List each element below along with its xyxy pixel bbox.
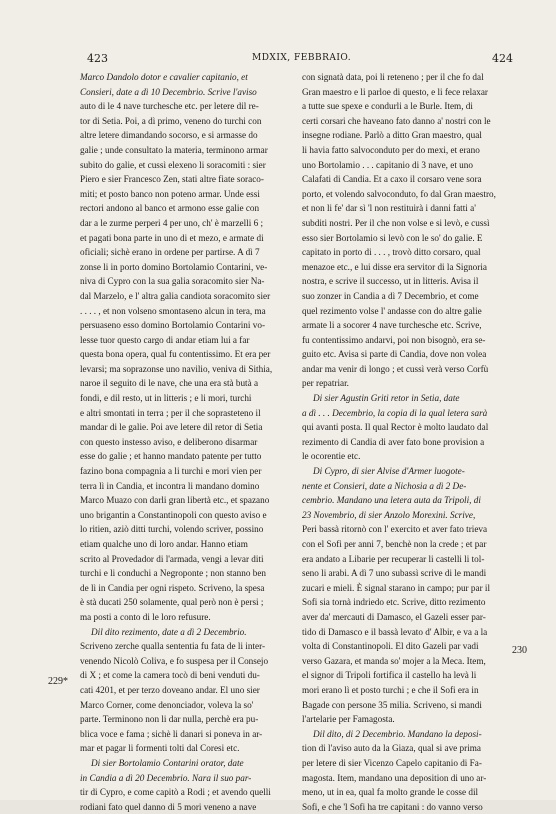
text-line: certi corsari che haveano fato danno a' nostri con le bbox=[302, 115, 491, 126]
text-line: insegne rodiane. Parlò a ditto Gran maestro, qual bbox=[302, 130, 482, 141]
right-text-column bbox=[302, 70, 502, 814]
text-line: ma posti a conto di le loro refusure. bbox=[80, 611, 211, 622]
text-line: mandar di le galie. Poi ave letere dil retor di Setia bbox=[80, 422, 263, 433]
text-line: suo zonzer in Candia a dì 7 Decembrio, et come bbox=[302, 290, 479, 301]
text-line: rezimento di Candia di aver fato bone provision a bbox=[302, 436, 485, 447]
text-line: rodiani fato quel danno di 5 mori veneno a nave bbox=[80, 801, 257, 812]
text-line: meno, ut in ea, qual fa molto grande le cosse dil bbox=[302, 787, 479, 798]
text-line: capitato in porto di . . . , trovò ditto corsaro, qual bbox=[302, 247, 481, 258]
text-line: nente et Consieri, date a Nichosia a dì 2 De- bbox=[302, 480, 467, 491]
text-line: dar a le zurme perperi 4 per uno, ch' è marzelli 6 ; bbox=[80, 217, 264, 228]
text-line: etiam qualche uno di loro andar. Hanno etiam bbox=[80, 539, 248, 549]
text-line: altre letere dimandando socorso, e si armasse do bbox=[80, 130, 258, 141]
text-line: Consieri, date a dì 10 Decembrio. Scrive l'aviso bbox=[80, 86, 257, 97]
text-line: Piero e sier Francesco Zen, stati altre fiate soraco- bbox=[80, 174, 264, 185]
text-line: mar et pagar li formenti tolti dal Coresi etc. bbox=[80, 743, 240, 754]
text-line: l'artelarie per Famagosta. bbox=[302, 714, 395, 725]
text-line: Marco Corner, come denonciador, voleva la so' bbox=[80, 699, 254, 710]
text-line: a dì . . . Decembrio, la copia di la qual letera sarà bbox=[302, 407, 488, 418]
text-line: lesse tuor questo cargo di andar etiam lui a far bbox=[80, 334, 250, 345]
text-line: fondi, e dil resto, ut in litteris ; e li mori, turchi bbox=[80, 393, 252, 404]
text-line: è stà ducati 250 solamente, qual però non è persi ; bbox=[80, 597, 264, 608]
text-line: parte. Terminono non li dar nulla, perchè era pu- bbox=[80, 714, 259, 725]
left-text-column bbox=[80, 70, 295, 814]
text-line: guito etc. Avisa si parte di Candia, dove non volea bbox=[302, 349, 487, 360]
text-line: di X ; et come la camera tocò di beni venduti du- bbox=[80, 670, 260, 681]
text-line: 23 Novembrio, di sier Anzolo Morexini. Scrive, bbox=[302, 509, 476, 520]
text-line: per letere di sier Vicenzo Capelo capitanio di Fa- bbox=[302, 757, 482, 768]
text-line: tir di Cypro, e come capitò a Rodi ; et avendo quelli bbox=[80, 787, 271, 798]
text-line: con questo instesso aviso, e deliberono disarmar bbox=[80, 436, 258, 447]
margin-note-right: 230 bbox=[512, 645, 527, 656]
running-head: MDXIX, FEBBRAIO. bbox=[252, 53, 352, 63]
text-line: scrito al Provedador di l'armada, vengi a levar diti bbox=[80, 553, 264, 564]
text-line: subito do galie, et cussì elexeno li soracomiti : sier bbox=[80, 159, 266, 170]
text-line: cembrio. Mandano una letera auta da Tripoli, di bbox=[302, 495, 481, 506]
text-line: Marco Dandolo dotor e cavalier capitanio, et bbox=[80, 72, 248, 82]
text-line: blica voce e fama ; sichè li danari si poneva in ar- bbox=[80, 728, 263, 739]
text-line: con el Sofi per anni 7, benchè non la crede ; et par bbox=[302, 539, 487, 549]
text-line: dal Marzelo, e l' altra galia candiota soracomito sier bbox=[80, 290, 271, 301]
text-line: per repatriar. bbox=[302, 378, 349, 389]
text-line: andar ma venir di longo ; et cussì verà verso Corfù bbox=[302, 363, 489, 374]
text-line: Calafati di Candia. Et a caxo il corsaro vene sora bbox=[302, 174, 482, 185]
text-line: persuaseno esso domino Bortolamio Contarini vo- bbox=[80, 320, 266, 331]
text-line: de lì in Candia per ogni rispeto. Scriveno, la spesa bbox=[80, 582, 265, 593]
page-number-right: 424 bbox=[492, 52, 513, 65]
text-line: rectori andono al banco et armono esse galie con bbox=[80, 203, 260, 214]
text-line: miti; et posto banco non poteno armar. Unde essi bbox=[80, 188, 260, 199]
text-line: fu contentissimo andarvi, poi non bisognò, era se- bbox=[302, 334, 486, 345]
text-line: nostra, e scrive il successo, ut in litteris. Avisa il bbox=[302, 276, 479, 287]
text-line: galie ; unde consultato la materia, terminono armar bbox=[80, 144, 268, 155]
text-line: et pagati bona parte in uno di et mezo, e armate di bbox=[80, 232, 264, 243]
text-line: Peri bassà ritornò con l' exercito et aver fato trieva bbox=[302, 524, 488, 535]
text-line: turchi e li conduchi a Negroponte ; non stanno ben bbox=[80, 568, 266, 579]
text-line: e altri smontati in terra ; per il che soprasteteno il bbox=[80, 407, 261, 418]
text-line: Di Cypro, di sier Alvise d'Armer luogote- bbox=[313, 466, 465, 477]
text-line: aver da' mercauti di Damasco, el Gazeli esser par- bbox=[302, 611, 486, 622]
text-line: levarsi; ma soprazonse uno navilio, veniva di Sithia, bbox=[80, 363, 273, 374]
text-line: tido di Damasco e il bassà levato d' Albir, e va a la bbox=[302, 626, 488, 637]
text-line: quel rezimento volse l' andasse con do altre galie bbox=[302, 305, 482, 316]
text-line: fazino bona compagnia a li turchi e mori vien per bbox=[80, 466, 262, 477]
text-line: questa bona opera, qual fu contentissimo. Et era per bbox=[80, 349, 271, 360]
text-line: esse do galie ; et hanno mandato patente per tutto bbox=[80, 451, 262, 462]
text-line: zonse li in porto domino Bortolamio Contarini, ve- bbox=[80, 261, 268, 272]
text-line: et non li fe' dar sì 'l non restituirà i danni fatti a' bbox=[302, 203, 476, 214]
text-line: terra lì in Candia, et incontra li mandano domino bbox=[80, 480, 260, 491]
text-line: porto, et volendo salvoconduto, fo dal Gran maestro, bbox=[302, 188, 496, 199]
text-line: Dil dito rezimento, date a dì 2 Decembrio. bbox=[91, 626, 247, 637]
text-line: Sofi sia tornà indriedo etc. Scrive, ditto rezimento bbox=[302, 597, 486, 608]
text-line: volta di Constantinopoli. El dito Gazeli par vadi bbox=[302, 641, 479, 652]
text-line: venendo Nicolò Coliva, e fo suspesa per il Consejo bbox=[80, 655, 269, 666]
text-line: menazoe etc., e lui disse era servitor di la Signoria bbox=[302, 261, 487, 272]
text-line: Di sier Agustin Griti retor in Setia, date bbox=[313, 393, 460, 404]
text-line: armate li a socorer 4 nave turchesche etc. Scrive, bbox=[302, 320, 482, 331]
text-line: niva di Cypro con la sua galia soracomito sier Na- bbox=[80, 276, 265, 287]
text-line: zucari e mieli. È signal starano in campo; pur par il bbox=[302, 582, 491, 593]
text-line: uno Bortolamio . . . capitanio di 3 nave, et uno bbox=[302, 159, 473, 170]
text-line: li havia fatto salvoconduto per do mexi, et erano bbox=[302, 144, 480, 155]
text-line: cati 4201, et per terzo doveano andar. El uno sier bbox=[80, 684, 260, 695]
text-line: uno brigantin a Constantinopoli con questo aviso e bbox=[80, 509, 267, 520]
text-line: magosta. Item, mandano una deposition di uno ar- bbox=[302, 772, 487, 783]
text-line: seno li arabi. A dì 7 uno subassì scrive di le mandi bbox=[302, 568, 487, 579]
text-line: in Candia a dì 20 Decembrio. Nara il suo par- bbox=[80, 772, 252, 783]
margin-note-left: 229* bbox=[48, 676, 68, 687]
text-line: mori erano lì et posto turchi ; e che il Sofi era in bbox=[302, 684, 479, 695]
text-line: oficiali; sichè erano in ordene per partirse. A dì 7 bbox=[80, 247, 260, 258]
text-line: . . . . , et non volseno smontaseno alcun in tera, ma bbox=[80, 305, 266, 316]
page-number-left: 423 bbox=[87, 52, 108, 65]
page-header bbox=[0, 52, 556, 66]
text-line: le ocorentie etc. bbox=[302, 451, 361, 462]
text-line: Dil dito, di 2 Decembrio. Mandano la deposi- bbox=[313, 728, 482, 739]
text-line: Marco Muazo con darli gran libertà etc., et spazano bbox=[80, 495, 270, 506]
text-line: tor di Setia. Poi, a dì primo, veneno do turchi con bbox=[80, 115, 262, 126]
text-line: Sofi, e che 'l Sofi ha tre capitani : do vanno verso bbox=[302, 801, 483, 812]
text-line: con signatà data, poi li reteneno ; per il che fo dal bbox=[302, 72, 484, 82]
text-line: naroe il seguito di le nave, che una era stà butà a bbox=[80, 378, 259, 389]
text-line: el signor di Tripoli fortifica il castello ha levà li bbox=[302, 670, 477, 681]
text-line: era andato a Libarie per recuperar li castelli li tol- bbox=[302, 553, 485, 564]
text-line: auto di le 4 nave turchesche etc. per letere dil re- bbox=[80, 101, 259, 112]
text-line: subditi nostri. Per il che non volse e si levò, e cussì bbox=[302, 217, 490, 228]
text-line: Bagade con persone 35 milia. Scriveno, si mandi bbox=[302, 699, 482, 710]
text-line: tion di l'aviso auto da la Giaza, qual si ave prima bbox=[302, 743, 481, 754]
text-line: esso sier Bortolamio si levò con le so' do galie. E bbox=[302, 232, 483, 243]
text-line: verso Gazara, et manda so' mojer a la Meca. Item, bbox=[302, 655, 486, 666]
text-line: lo ritien, aziò ditti turchi, volendo scriver, possino bbox=[80, 524, 264, 535]
text-line: Scriveno zerche qualla sententia fu fata de li inter- bbox=[80, 641, 266, 652]
text-line: Di sier Bortolamio Contarini orator, date bbox=[91, 757, 244, 768]
text-line: Gran maestro e li parloe di questo, e li fece relaxar bbox=[302, 86, 488, 97]
text-line: a tutte sue spexe e condurli a le Burle. Item, di bbox=[302, 101, 473, 112]
text-line: qui avanti posta. Il qual Rector è molto laudato dal bbox=[302, 422, 489, 433]
